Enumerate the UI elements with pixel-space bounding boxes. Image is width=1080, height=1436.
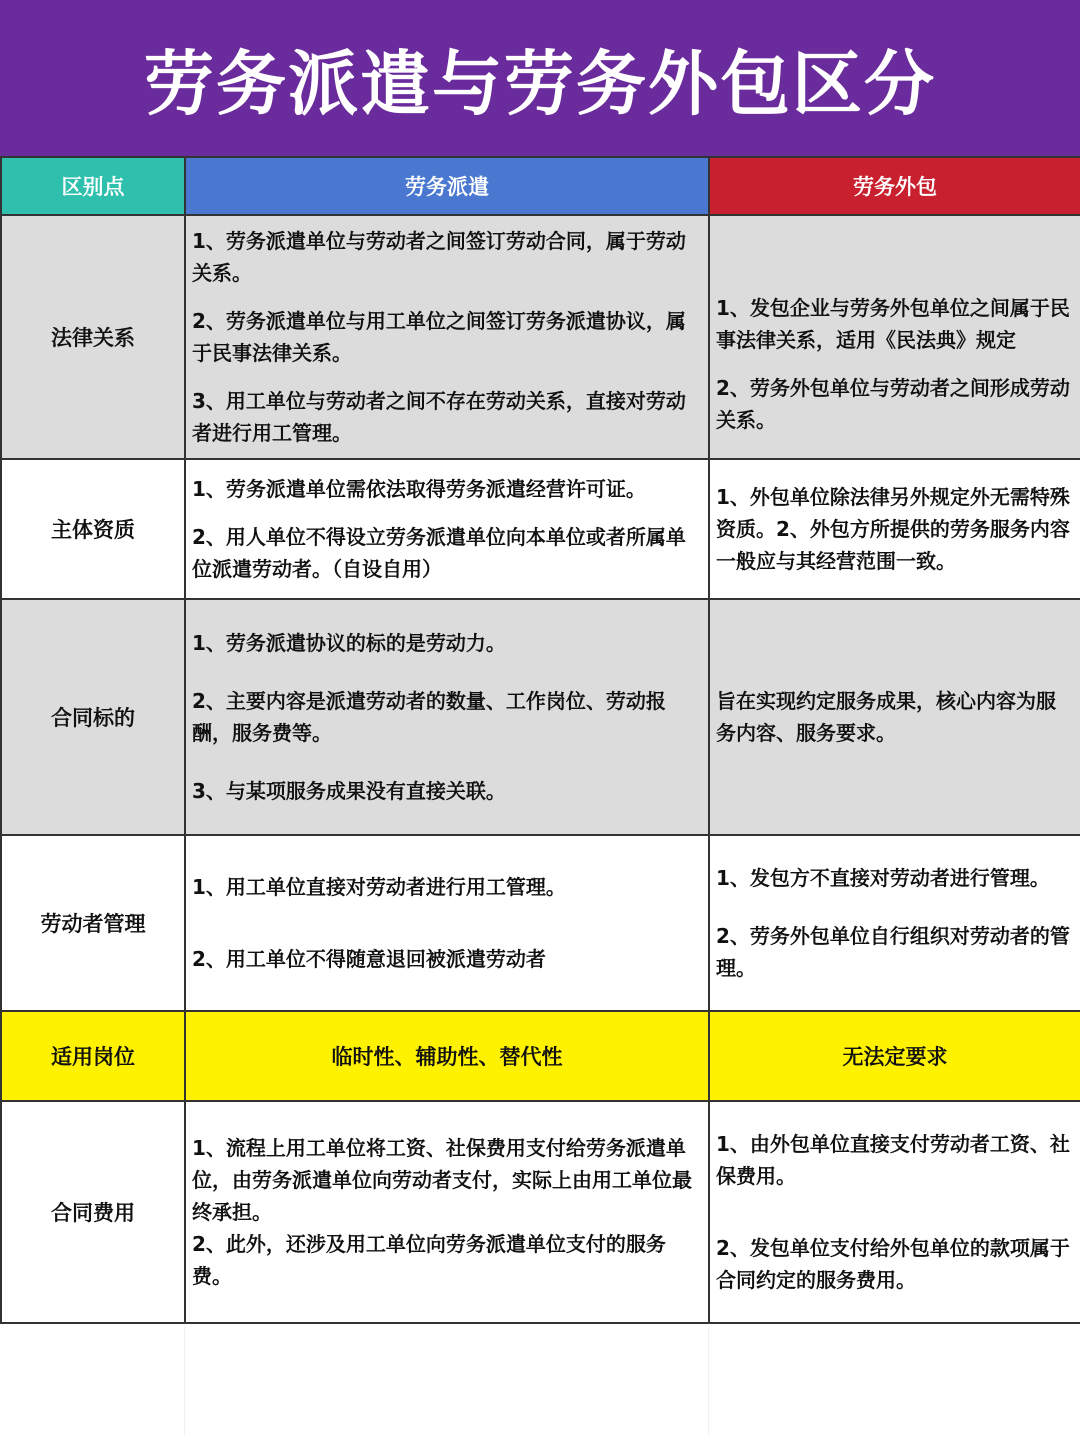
dispatch-cell xyxy=(185,215,709,459)
table-row xyxy=(1,215,1080,459)
row-label: 法律关系 xyxy=(1,215,185,459)
dispatch-item: 3、用工单位与劳动者之间不存在劳动关系，直接对劳动者进行用工管理。 xyxy=(192,389,686,445)
row-label: 适用岗位 xyxy=(1,1011,185,1101)
row-label: 合同标的 xyxy=(1,599,185,835)
row-label: 劳动者管理 xyxy=(1,835,185,1011)
outsource-cell xyxy=(709,459,1080,599)
outsource-item: 2、发包单位支付给外包单位的款项属于合同约定的服务费用。 xyxy=(716,1236,1070,1292)
dispatch-item: 2、用工单位不得随意退回被派遣劳动者 xyxy=(192,947,546,971)
dispatch-item: 3、与某项服务成果没有直接关联。 xyxy=(192,779,506,803)
table-row xyxy=(1,835,1080,1011)
outsource-item: 1、发包企业与劳务外包单位之间属于民事法律关系，适用《民法典》规定 xyxy=(716,296,1070,352)
dispatch-item: 1、劳务派遣单位与劳动者之间签订劳动合同，属于劳动关系。 xyxy=(192,229,686,285)
table-row xyxy=(1,1101,1080,1323)
outsource-item: 2、劳务外包单位与劳动者之间形成劳动关系。 xyxy=(716,376,1070,432)
row-label: 主体资质 xyxy=(1,459,185,599)
dispatch-cell: 临时性、辅助性、替代性 xyxy=(185,1011,709,1101)
dispatch-cell xyxy=(185,835,709,1011)
dispatch-item: 2、用人单位不得设立劳务派遣单位向本单位或者所属单位派遣劳动者。（自设自用） xyxy=(192,525,686,581)
outsource-cell xyxy=(709,215,1080,459)
table-row xyxy=(1,1011,1080,1101)
outsource-item: 1、外包单位除法律另外规定外无需特殊资质。2、外包方所提供的劳务服务内容一般应与其经营范围一致。 xyxy=(716,485,1070,573)
dispatch-cell xyxy=(185,599,709,835)
page-title: 劳务派遣与劳务外包区分 xyxy=(144,42,936,125)
dispatch-item: 2、主要内容是派遣劳动者的数量、工作岗位、劳动报酬，服务费等。 xyxy=(192,689,666,745)
dispatch-item: 1、劳务派遣协议的标的是劳动力。 xyxy=(192,631,506,655)
dispatch-cell xyxy=(185,459,709,599)
outsource-cell xyxy=(709,599,1080,835)
row-label: 合同费用 xyxy=(1,1101,185,1323)
title-banner xyxy=(0,0,1080,156)
outsource-cell xyxy=(709,835,1080,1011)
outsource-cell: 无法定要求 xyxy=(709,1011,1080,1101)
dispatch-item: 2、此外，还涉及用工单位向劳务派遣单位支付的服务费。 xyxy=(192,1232,666,1288)
table-row xyxy=(1,459,1080,599)
outsource-cell xyxy=(709,1101,1080,1323)
dispatch-item: 1、流程上用工单位将工资、社保费用支付给劳务派遣单位，由劳务派遣单位向劳动者支付，实际上由用工单位最终承担。 xyxy=(192,1136,692,1224)
comparison-table xyxy=(0,156,1080,1324)
header-label: 区别点 xyxy=(1,157,185,215)
blank-footer-area xyxy=(0,1326,1080,1436)
outsource-item: 旨在实现约定服务成果，核心内容为服务内容、服务要求。 xyxy=(716,689,1056,745)
dispatch-item: 1、用工单位直接对劳动者进行用工管理。 xyxy=(192,875,566,899)
dispatch-cell xyxy=(185,1101,709,1323)
header-dispatch: 劳务派遣 xyxy=(185,157,709,215)
outsource-item: 2、劳务外包单位自行组织对劳动者的管理。 xyxy=(716,924,1070,980)
dispatch-item: 1、劳务派遣单位需依法取得劳务派遣经营许可证。 xyxy=(192,477,646,501)
outsource-item: 1、发包方不直接对劳动者进行管理。 xyxy=(716,866,1050,890)
table-row xyxy=(1,599,1080,835)
outsource-item: 1、由外包单位直接支付劳动者工资、社保费用。 xyxy=(716,1132,1070,1188)
header-row xyxy=(1,157,1080,215)
dispatch-item: 2、劳务派遣单位与用工单位之间签订劳务派遣协议，属于民事法律关系。 xyxy=(192,309,686,365)
header-outsource: 劳务外包 xyxy=(709,157,1080,215)
